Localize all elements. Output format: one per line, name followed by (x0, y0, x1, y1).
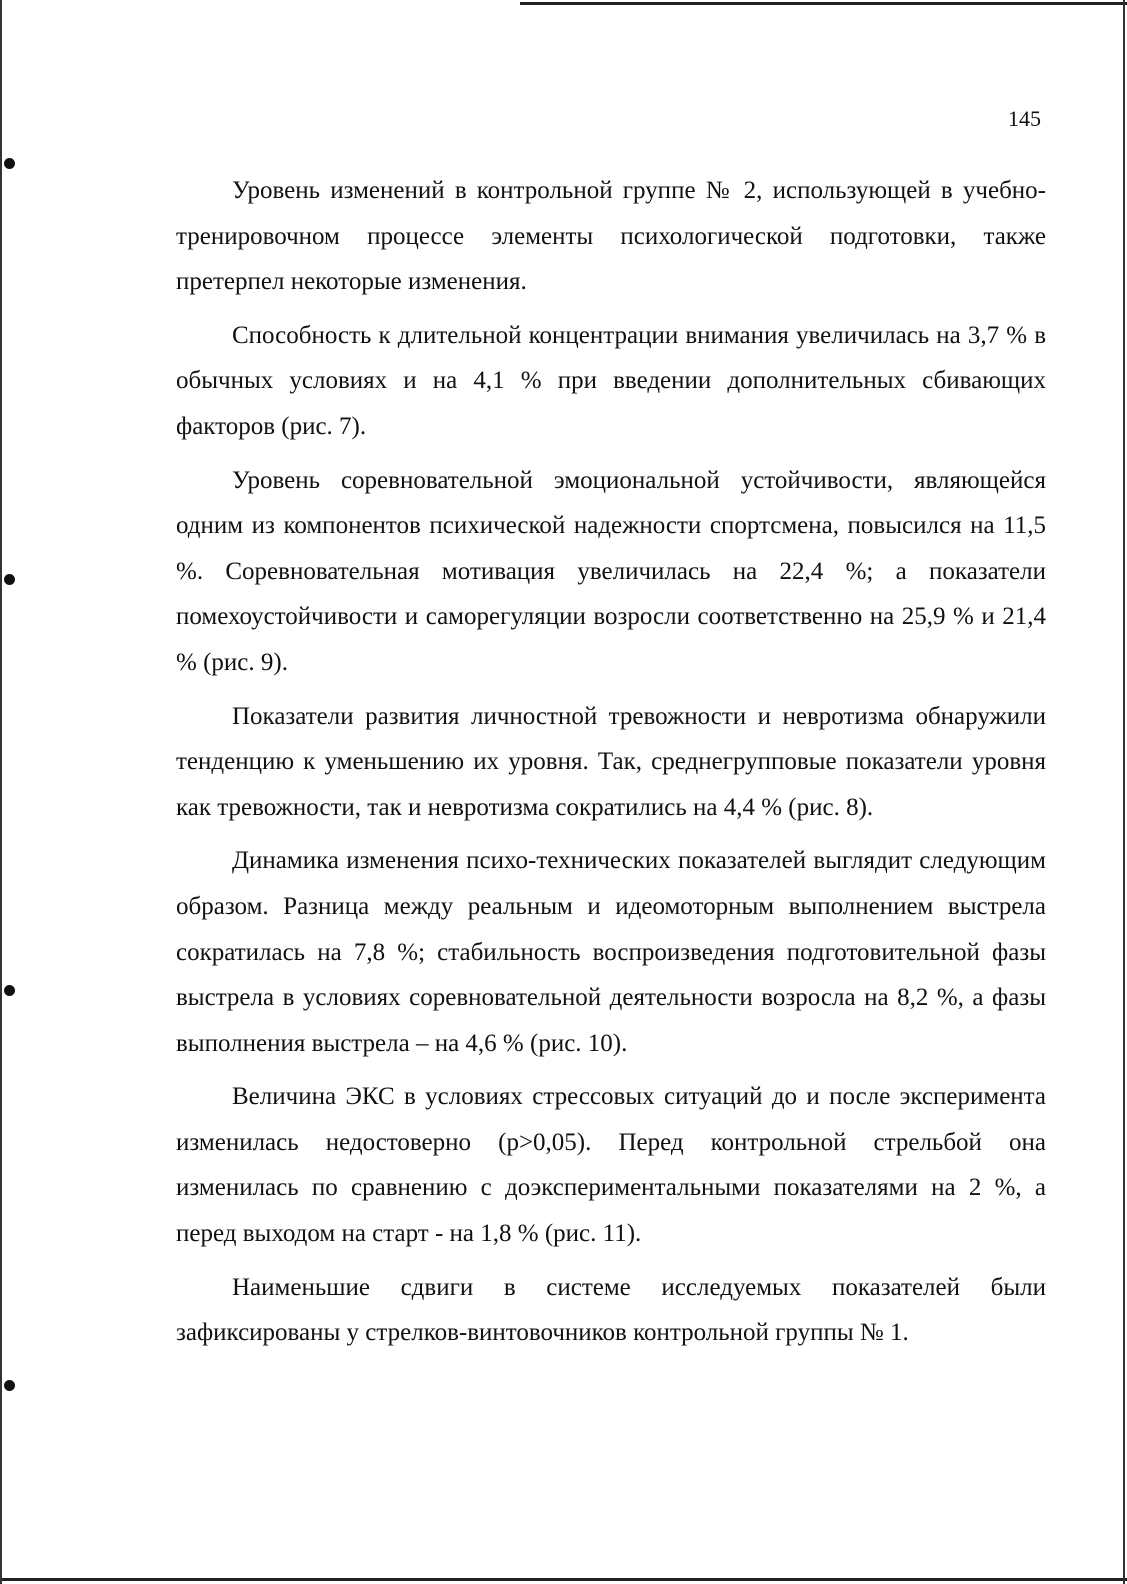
paragraph: Способность к длительной концентрации внимания увеличилась на 3,7 % в обычных условиях и на 4,1 % при введении дополнительных сбивающих факторов (рис. 7). (176, 321, 1046, 440)
scan-edge-bottom (0, 1578, 1127, 1581)
binding-hole-mark (4, 985, 15, 996)
paragraph: Уровень соревновательной эмоциональной устойчивости, являющейся одним из компонентов психической надежности спортсмена, повысился на 11,5 %. Соревновательная мотивация увеличилась на 22,4 %; а показатели помехоустойчивости и саморегуляции возросли соответственно на 25,9 % и 21,4 % (рис. 9). (176, 466, 1046, 676)
scan-edge-left (0, 0, 2, 1584)
page-number: 145 (1008, 106, 1041, 131)
scan-edge-right (1123, 0, 1125, 1584)
binding-hole-mark (4, 1380, 15, 1391)
binding-hole-mark (4, 158, 15, 169)
paragraph: Величина ЭКС в условиях стрессовых ситуаций до и после эксперимента изменилась недостоверно (р>0,05). Перед контрольной стрельбой она изменилась по сравнению с доэкспериментальными показателями на 2 %, а перед выходом на старт - на 1,8 % (рис. 11). (176, 1083, 1046, 1248)
binding-hole-mark (4, 574, 15, 585)
body-text (176, 168, 1046, 1364)
paragraph: Динамика изменения психо-технических показателей выглядит следующим образом. Разница между реальным и идеомоторным выполнением выстрела сократилась на 7,8 %; стабильность воспроизведения подготовительной фазы выстрела в условиях соревновательной деятельности возросла на 8,2 %, а фазы выполнения выстрела – на 4,6 % (рис. 10). (176, 847, 1046, 1057)
paragraph: Показатели развития личностной тревожности и невротизма обнаружили тенденцию к уменьшению их уровня. Так, среднегрупповые показатели уровня как тревожности, так и невротизма сократились на 4,4 % (рис. 8). (176, 702, 1046, 821)
scan-edge-top (520, 2, 1127, 5)
paragraph: Уровень изменений в контрольной группе № 2, использующей в учебно-тренировочном процессе элементы психологической подготовки, также претерпел некоторые изменения. (176, 177, 1046, 296)
paragraph: Наименьшие сдвиги в системе исследуемых показателей были зафиксированы у стрелков-винтовочников контрольной группы № 1. (176, 1273, 1046, 1347)
